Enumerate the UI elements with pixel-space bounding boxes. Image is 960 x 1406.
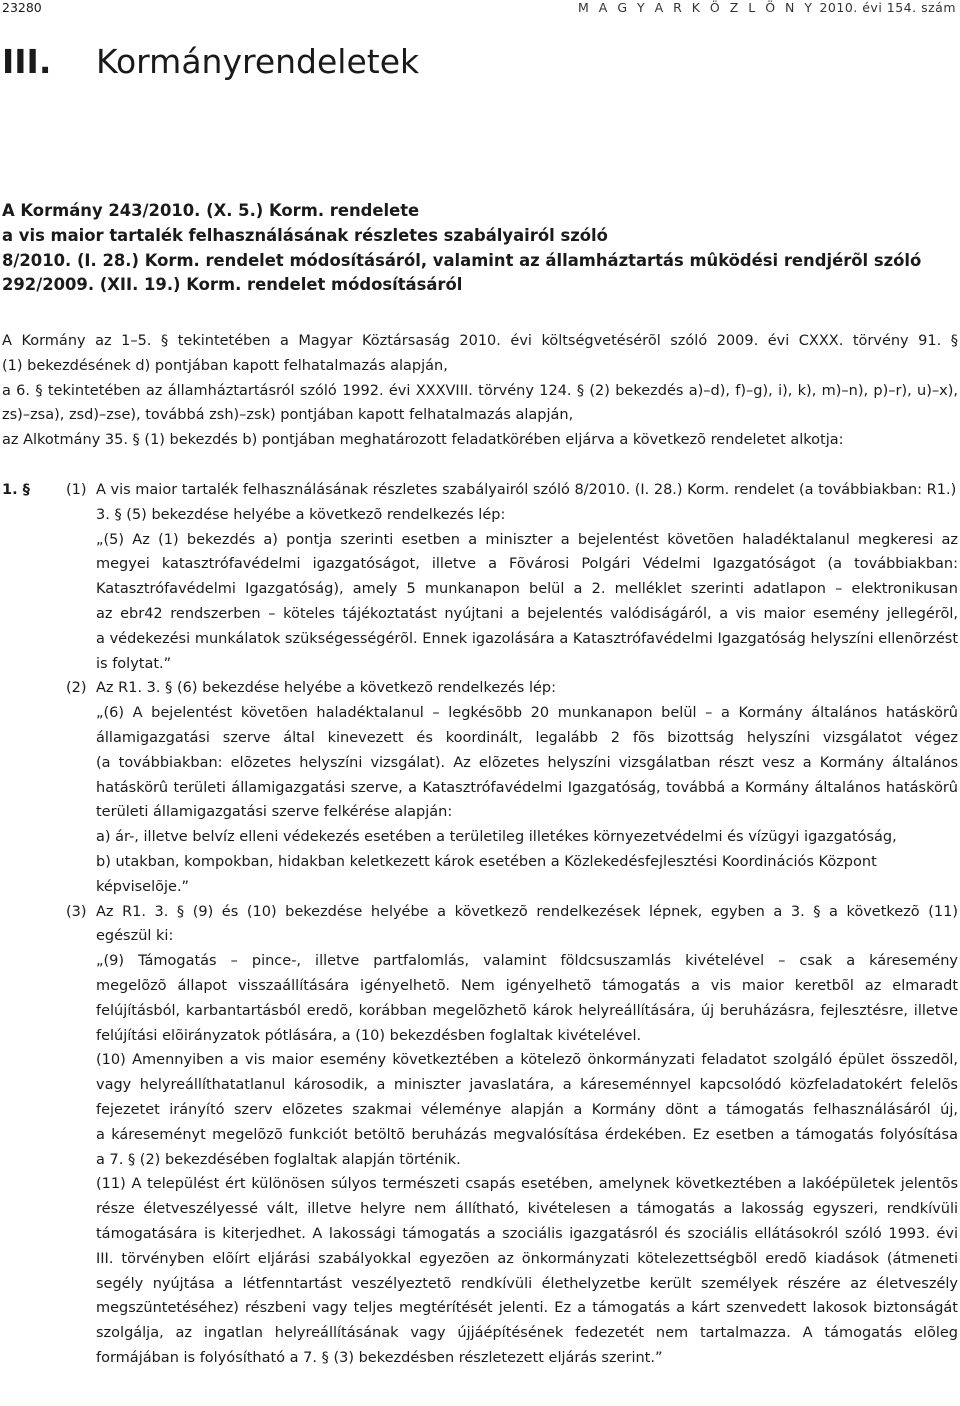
quoted-provision-1 xyxy=(0,528,960,677)
quoted-line: megelõzõ állapot visszaállítására igényelhetõ. Nem igényelhetõ támogatás a vis maior keretbõl az elmaradt xyxy=(96,977,958,994)
paragraph-1 xyxy=(0,478,960,528)
quoted-line: III. törvényben elõírt eljárási szabályokkal egyezõen az önkormányzati kötelezettségbõl eredõ kiadások (átmeneti xyxy=(96,1250,958,1267)
quoted-line: államigazgatási szerve által kinevezett és koordinált, legalább 2 fõs bizottság helyszíni vizsgálatot végez xyxy=(96,729,958,746)
quoted-line: támogatására is kiterjedhet. A lakossági támogatás a szociális igazgatásról és szociális ellátásokról szóló 1993. évi xyxy=(96,1225,958,1242)
quoted-line: az ebr42 rendszerben – köteles tájékoztatást nyújtani a bejelentés valódiságáról, a vis maior esemény jellegérõl, xyxy=(96,605,958,622)
quoted-line: (10) Amennyiben a vis maior esemény következtében a kötelezõ önkormányzati feladatot szolgáló épület összedõl, xyxy=(96,1052,958,1069)
quoted-line: „(6) A bejelentést követõen haladéktalanul – legkésõbb 20 munkanapon belül – a Kormány általános hatáskörû xyxy=(96,705,958,722)
quoted-line: is folytat.” xyxy=(96,655,172,672)
quoted-line: (11) A települést ért különösen súlyos természeti csapás esetében, amelynek következtében a lakóépületek jelentõs xyxy=(96,1176,958,1193)
quoted-line: megyei katasztrófavédelmi igazgatóságot, illetve a Fõvárosi Polgári Védelmi Igazgatóságot (a továbbiakban: xyxy=(96,556,958,573)
quoted-line: képviselõje.” xyxy=(96,878,190,895)
quoted-line: formájában is folyósítható a 7. § (3) bekezdésben részletezett eljárás szerint.” xyxy=(96,1349,663,1366)
decree-title-line: 292/2009. (XII. 19.) Korm. rendelet módosításáról xyxy=(2,275,463,295)
quoted-line: a 7. § (2) bekezdésében foglaltak alapján történik. xyxy=(96,1151,461,1168)
paragraph-number: (3) xyxy=(66,903,87,920)
section-number: 1. § xyxy=(2,482,30,498)
quoted-line: felújítási elõirányzatok pótlására, a (10) bekezdésben foglaltak kivételével. xyxy=(96,1027,642,1044)
page-header xyxy=(0,0,960,16)
chapter-number: III. xyxy=(2,42,52,81)
quoted-line: segély nyújtása a létfenntartást veszélyeztetõ rendkívüli élethelyzetbe került személyek részére az életveszély xyxy=(96,1275,958,1292)
quoted-line: hatáskörû területi államigazgatási szerve, a Katasztrófavédelmi Igazgatóság, továbbá a Kormány általános hatáskörû xyxy=(96,779,958,796)
decree-title-line: A Kormány 243/2010. (X. 5.) Korm. rendelete xyxy=(2,201,420,220)
preamble xyxy=(2,329,958,453)
quoted-line: szolgálja, az ingatlan helyreállításának vagy újjáépítésének fedezetét nem tartalmazza. A támogatás elõleg xyxy=(96,1325,958,1342)
quoted-line: a káreseményt megelõzõ funkciót betöltõ beruházás megvalósítása érdekében. Ez esetben a támogatás folyósítása xyxy=(96,1126,958,1143)
publication-header xyxy=(578,0,956,15)
quoted-line: „(5) Az (1) bekezdés a) pontja szerinti esetben a miniszter a bejelentést követõen haladéktalanul megkeresi az xyxy=(96,531,958,548)
quoted-provision-3 xyxy=(0,949,960,1371)
preamble-line: zs)–zsa), zsd)–zse), továbbá zsh)–zsk) pontjában kapott felhatalmazás alapján, xyxy=(2,407,574,424)
quoted-line: területi államigazgatási szerve felkérése alapján: xyxy=(96,804,453,821)
paragraph-line: 3. § (5) bekezdése helyébe a következõ rendelkezés lép: xyxy=(96,506,506,523)
preamble-line: A Kormány az 1–5. § tekintetében a Magyar Köztársaság 2010. évi költségvetésérõl szóló 2009. évi CXXX. törvény 91. § xyxy=(2,333,958,349)
section-1 xyxy=(0,478,960,1371)
paragraph-number: (2) xyxy=(66,680,87,697)
quoted-line: (a továbbiakban: elõzetes helyszíni vizsgálat). Az elõzetes helyszíni vizsgálatban részt vesz a Kormány általános xyxy=(96,754,958,771)
quoted-line: a védekezési munkálatok szükségességérõl. Ennek igazolására a Katasztrófavédelmi Igazgatóság helyszíni ellenõrzést xyxy=(96,630,958,647)
decree-title-line: a vis maior tartalék felhasználásának részletes szabályairól szóló xyxy=(2,225,608,245)
page-number: 23280 xyxy=(2,0,42,15)
paragraph-2 xyxy=(0,676,960,701)
chapter-title: Kormányrendeletek xyxy=(96,42,420,81)
quoted-line: b) utakban, kompokban, hidakban keletkezett károk esetében a Közlekedésfejlesztési Koordinációs Központ xyxy=(96,853,877,870)
paragraph-number: (1) xyxy=(66,482,87,498)
quoted-line: megszüntetéséhez) részbeni vagy teljes megtérítését jelenti. Ez a támogatás a kárt szenvedett lakosok biztonságát xyxy=(96,1300,958,1317)
paragraph-line: Az R1. 3. § (9) és (10) bekezdése helyébe a következõ rendelkezések lépnek, egyben a 3. § a következõ (11) xyxy=(96,903,958,920)
quoted-line: fejezetet irányító szerv elõzetes szakmai véleménye alapján a Kormány dönt a támogatás felhasználásáról új, xyxy=(96,1101,958,1118)
quoted-line: „(9) Támogatás – pince-, illetve partfalomlás, valamint földcsuszamlás kivételével – csak a káresemény xyxy=(96,953,958,970)
quoted-line: Katasztrófavédelmi Igazgatóság), amely 5 munkanapon belül a 2. melléklet szerinti adatlapon – elektronikusan xyxy=(96,581,958,598)
preamble-line: (1) bekezdésének d) pontjában kapott felhatalmazás alapján, xyxy=(2,357,448,374)
preamble-line: az Alkotmány 35. § (1) bekezdés b) pontjában meghatározott feladatkörében eljárva a következõ rendeletet alkotja: xyxy=(2,432,844,449)
publication-name: M A G Y A R K Ö Z L Ö N Y xyxy=(578,0,815,15)
quoted-line: része életveszélyessé vált, illetve helyre nem állítható, kivételesen a támogatás a lakosság egyszeri, rendkívüli xyxy=(96,1201,958,1218)
decree-title xyxy=(2,199,921,298)
paragraph-line: egészül ki: xyxy=(96,928,174,945)
quoted-line: vagy helyreállíthatatlanul károsodik, a miniszter javaslatára, a káreseménnyel kapcsolódó közfeladatokért felelõs xyxy=(96,1077,958,1094)
preamble-line: a 6. § tekintetében az államháztartásról szóló 1992. évi XXXVIII. törvény 124. § (2) bekezdés a)–d), f)–g), i), k), m)–n), p)–r), u)–x), xyxy=(2,382,958,399)
quoted-line: felújításból, karbantartásból eredõ, korábban megelõzhetõ károk helyreállítására, új beruházásra, fejlesztésre, illetve xyxy=(96,1002,958,1019)
chapter-heading xyxy=(2,42,419,81)
paragraph-line: A vis maior tartalék felhasználásának részletes szabályairól szóló 8/2010. (I. 28.) Korm. rendelet (a továbbiakban: R1.) xyxy=(96,482,957,498)
paragraph-3 xyxy=(0,900,960,950)
paragraph-line: Az R1. 3. § (6) bekezdése helyébe a következõ rendelkezés lép: xyxy=(96,680,556,697)
quoted-provision-2 xyxy=(0,701,960,899)
issue-label: 2010. évi 154. szám xyxy=(819,0,956,15)
decree-title-line: 8/2010. (I. 28.) Korm. rendelet módosításáról, valamint az államháztartás mûködési rendjérõl szóló xyxy=(2,250,922,270)
quoted-line: a) ár-, illetve belvíz elleni védekezés esetében a területileg illetékes környezetvédelmi és vízügyi igazgatóság, xyxy=(96,829,897,846)
